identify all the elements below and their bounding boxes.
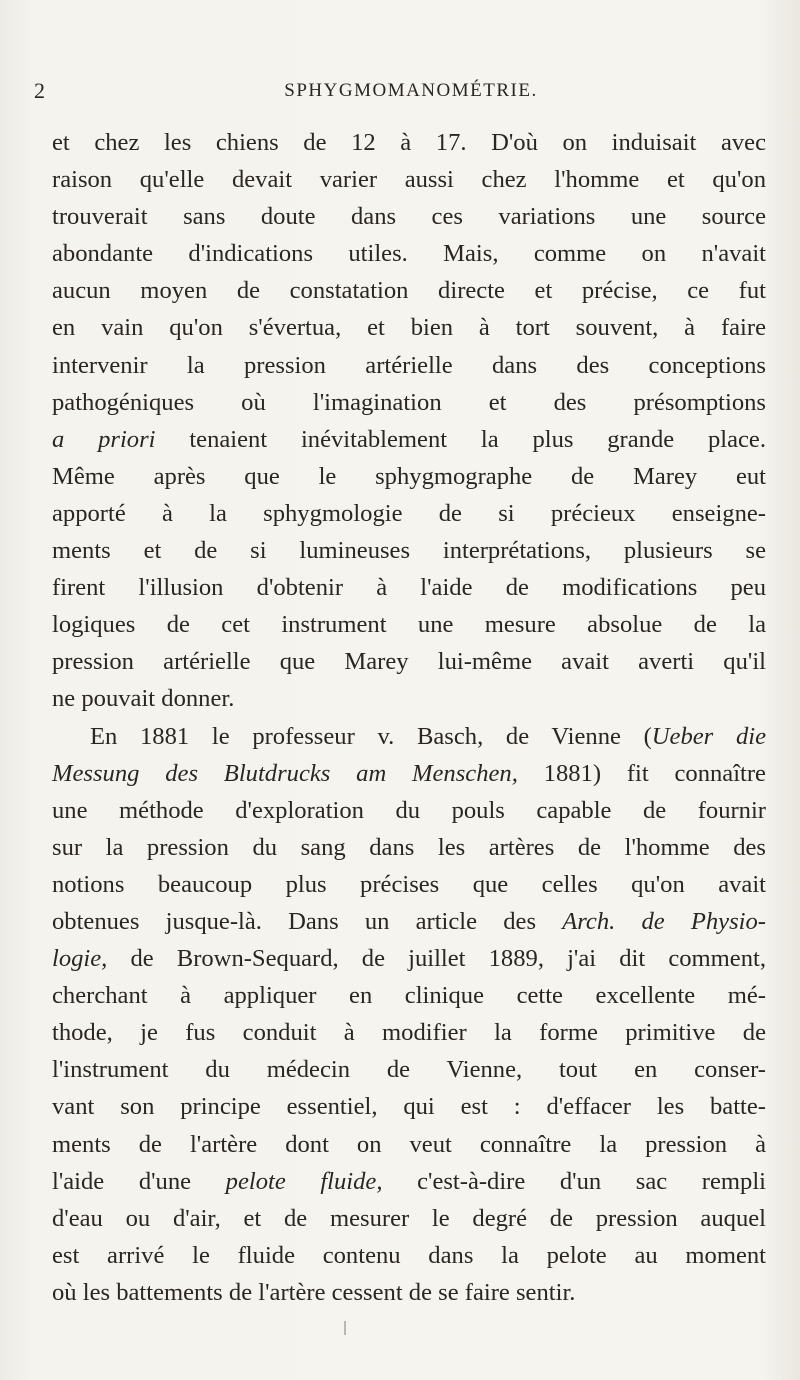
text-line: logiques de cet instrument une mesure absolue de la [52,611,766,639]
text-line: Même après que le sphygmographe de Marey eut [52,462,766,490]
text-line: thode, je fus conduit à modifier la forme primitive de [52,1019,766,1047]
text-line: abondante d'indications utiles. Mais, comme on n'avait [52,240,766,268]
text-line: pression artérielle que Marey lui-même avait averti qu'il [52,648,766,676]
text-line: et chez les chiens de 12 à 17. D'où on induisait avec [52,129,766,156]
print-mark [344,1321,346,1335]
text-line: l'aide d'une pelote fluide, c'est-à-dire d'un sac rempli [52,1167,766,1195]
text-line: Messung des Blutdrucks am Menschen, 1881) fit connaître [52,759,766,787]
text-line: obtenues jusque-là. Dans un article des Arch. de Physio- [52,907,766,935]
text-line: apporté à la sphygmologie de si précieux enseigne- [52,499,766,527]
text-line: l'instrument du médecin de Vienne, tout en conser- [52,1056,766,1084]
page-header [34,78,764,108]
text-line: vant son principe essentiel, qui est : d'effacer les batte- [52,1093,766,1121]
text-line: d'eau ou d'air, et de mesurer le degré de pression auquel [52,1204,766,1232]
text-line: cherchant à appliquer en clinique cette excellente mé- [52,982,766,1010]
text-line: firent l'illusion d'obtenir à l'aide de modifications peu [52,574,766,602]
text-line: ne pouvait donner. [52,685,235,713]
text-line: ments et de si lumineuses interprétations, plusieurs se [52,537,766,565]
text-line: où les battements de l'artère cessent de se faire sentir. [52,1278,576,1306]
text-line: En 1881 le professeur v. Basch, de Vienne (Ueber die [90,722,766,750]
page-number: 2 [34,78,46,103]
text-line: ments de l'artère dont on veut connaître la pression à [52,1130,766,1158]
text-line: raison qu'elle devait varier aussi chez l'homme et qu'on [52,166,766,194]
text-line: sur la pression du sang dans les artères de l'homme des [52,833,766,861]
text-line: en vain qu'on s'évertua, et bien à tort souvent, à faire [52,314,766,342]
text-line: logie, de Brown-Sequard, de juillet 1889, j'ai dit comment, [52,945,766,973]
body-text [52,124,766,1311]
text-line: a priori tenaient inévitablement la plus grande place. [52,425,767,453]
text-line: pathogéniques où l'imagination et des présomptions [52,388,766,416]
text-line: notions beaucoup plus précises que celles qu'on avait [52,870,766,898]
running-title: SPHYGMOMANOMÉTRIE. [284,80,538,101]
text-line: intervenir la pression artérielle dans des conceptions [52,351,766,379]
text-line: aucun moyen de constatation directe et précise, ce fut [52,277,766,305]
text-line: est arrivé le fluide contenu dans la pelote au moment [52,1241,766,1269]
text-line: trouverait sans doute dans ces variations une source [52,203,766,231]
text-line: une méthode d'exploration du pouls capable de fournir [52,796,766,824]
